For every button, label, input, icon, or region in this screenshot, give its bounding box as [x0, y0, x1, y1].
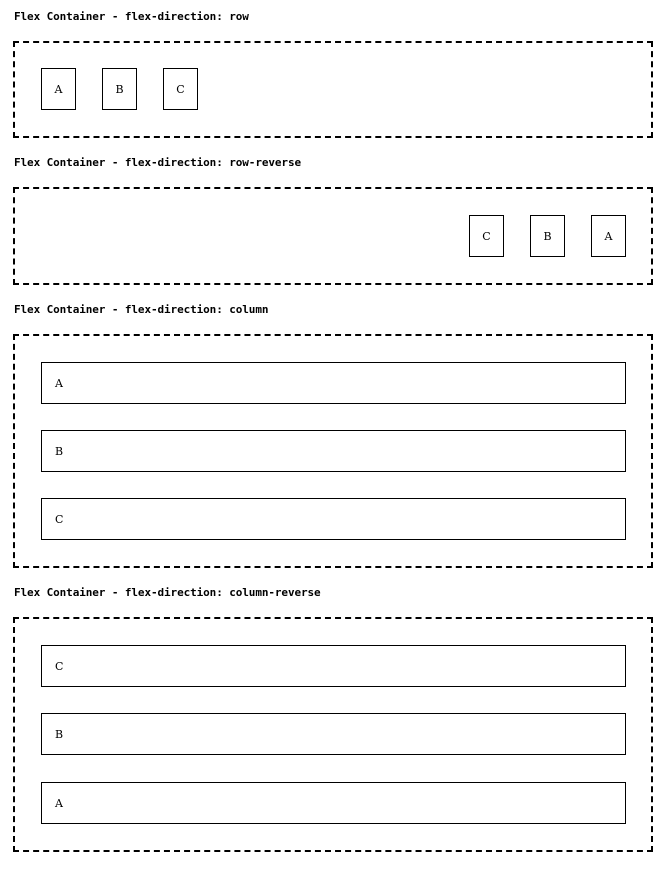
flex-item: A [591, 215, 626, 257]
flex-item: B [41, 713, 626, 755]
section-title-row-reverse: Flex Container - flex-direction: row-reverse [14, 156, 301, 169]
flex-item: C [469, 215, 504, 257]
flex-item: A [41, 362, 626, 404]
flex-item: B [102, 68, 137, 110]
flex-item: B [530, 215, 565, 257]
flex-item: C [163, 68, 198, 110]
flex-item: A [41, 782, 626, 824]
flex-item: B [41, 430, 626, 472]
flex-container-column [13, 334, 653, 568]
section-title-column: Flex Container - flex-direction: column [14, 303, 269, 316]
flex-container-column-reverse [13, 617, 653, 852]
flex-container-row-reverse [13, 187, 653, 285]
section-title-row: Flex Container - flex-direction: row [14, 10, 249, 23]
flex-item: C [41, 645, 626, 687]
flex-item: A [41, 68, 76, 110]
flex-container-row [13, 41, 653, 138]
flex-item: C [41, 498, 626, 540]
section-title-column-reverse: Flex Container - flex-direction: column-reverse [14, 586, 321, 599]
